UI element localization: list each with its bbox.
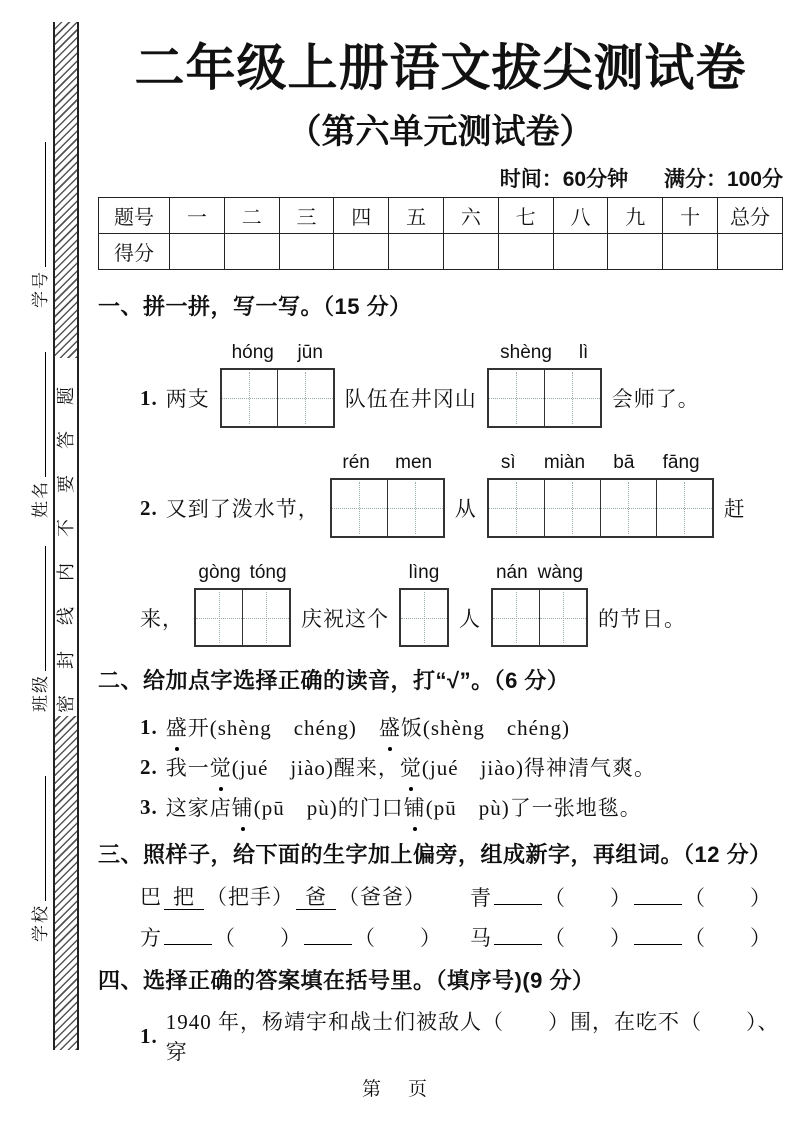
student-id-label: 学号 (31, 270, 50, 308)
writing-cell[interactable] (489, 480, 544, 536)
main-content (98, 0, 783, 1122)
section3-row1 (140, 880, 783, 912)
writing-cell[interactable] (656, 480, 712, 536)
item-text: (pū pù)了一张地毯。 (425, 796, 642, 820)
score-header-cell: 七 (498, 198, 553, 234)
writing-cell[interactable] (222, 370, 277, 426)
word-paren: （ ） (684, 886, 772, 910)
writing-cell[interactable] (544, 480, 600, 536)
dotted-char: 觉 (400, 752, 422, 782)
item-text: 这家店 (165, 796, 232, 820)
page-title: 二年级上册语文拔尖测试卷 (134, 40, 747, 96)
pinyin-syllable: gòng (198, 562, 241, 583)
pinyin-syllable: miàn (543, 452, 586, 473)
item-number: 2. (140, 495, 158, 520)
base-char: 方 (140, 926, 162, 950)
word-paren: （ ） (544, 926, 632, 950)
section1-item2-line2 (140, 562, 783, 647)
name-line[interactable] (43, 352, 46, 477)
writing-cell[interactable] (196, 590, 242, 645)
item-text: 庆祝这个 (301, 606, 389, 631)
section3-row2 (140, 920, 783, 952)
item-text: (jué jiào)得神清气爽。 (421, 756, 657, 780)
pinyin-syllable: men (395, 452, 433, 473)
score-header-cell: 总分 (718, 198, 783, 234)
item-text: 队伍在井冈山 (344, 387, 477, 411)
student-id-field (26, 142, 51, 308)
question-group (470, 920, 772, 952)
score-input-cell[interactable] (170, 234, 225, 270)
word-paren: （爸爸） (338, 885, 426, 909)
answer-blank[interactable] (164, 920, 212, 945)
score-input-cell[interactable] (663, 234, 718, 270)
pinyin-syllable: shèng (500, 342, 552, 363)
writing-cell[interactable] (489, 370, 544, 426)
word-paren: （ ） (214, 926, 302, 950)
score-header-cell: 九 (608, 198, 663, 234)
writing-grid-shengli[interactable] (487, 342, 602, 428)
section2-item1 (140, 712, 783, 742)
word-paren: （ ） (544, 886, 632, 910)
score-input-cell[interactable] (443, 234, 498, 270)
school-field (26, 776, 51, 942)
pinyin-syllable: rén (342, 452, 370, 473)
answer-blank[interactable] (634, 880, 682, 905)
writing-grid-simianbafang[interactable] (487, 452, 714, 538)
item-number: 1. (140, 385, 158, 410)
question-group (140, 920, 470, 952)
name-label: 姓名 (31, 480, 50, 518)
score-header-cell: 题号 (99, 198, 170, 234)
score-input-cell[interactable] (718, 234, 783, 270)
writing-grid-gongtong[interactable] (194, 562, 291, 647)
score-header-cell: 八 (553, 198, 608, 234)
school-line[interactable] (43, 776, 46, 901)
score-input-cell[interactable] (498, 234, 553, 270)
writing-cell[interactable] (539, 590, 586, 645)
item-text: 1940 年，杨靖宇和战士们被敌人（ ）围，在吃不（ ）、穿 (165, 1010, 780, 1064)
page-footer: 第 页 (361, 1079, 431, 1100)
item-text: 开(shèng chéng) (187, 716, 379, 740)
dotted-char: 觉 (210, 752, 232, 782)
writing-cell[interactable] (544, 370, 600, 426)
pinyin-syllable: bā (613, 452, 635, 473)
word-paren: （ ） (684, 926, 772, 950)
pinyin-label (194, 562, 291, 584)
answer-blank[interactable]: 把 (164, 885, 204, 910)
section1-item2-line1 (140, 452, 783, 538)
pinyin-label (491, 562, 588, 584)
item-text: 又到了泼水节， (165, 497, 320, 521)
section2-title: 二、给加点字选择正确的读音，打“√”。（6 分） (98, 668, 570, 693)
score-header-cell: 六 (443, 198, 498, 234)
school-label: 学校 (31, 904, 50, 942)
class-line[interactable] (43, 546, 46, 671)
class-field (26, 546, 51, 712)
score-input-cell[interactable] (389, 234, 444, 270)
score-row-label: 得分 (99, 234, 170, 270)
item-text: 人 (459, 606, 481, 631)
score-input-cell[interactable] (224, 234, 279, 270)
pinyin-syllable: hóng (231, 342, 274, 363)
pinyin-label (487, 452, 714, 474)
dotted-char: 铺 (232, 792, 254, 822)
base-char: 马 (470, 926, 492, 950)
writing-cell[interactable] (277, 370, 333, 426)
score-input-cell[interactable] (553, 234, 608, 270)
item-text: 饭(shèng chéng) (400, 716, 570, 740)
item-text: 会师了。 (611, 387, 700, 411)
pinyin-syllable: wàng (537, 562, 584, 583)
item-number: 1. (140, 714, 158, 739)
score-input-cell[interactable] (279, 234, 334, 270)
answer-blank[interactable] (304, 920, 352, 945)
item-text: 两支 (165, 387, 210, 411)
example-group (140, 881, 470, 911)
time-limit: 时间：60分钟 (499, 168, 629, 191)
pinyin-syllable: tóng (249, 562, 287, 583)
section2-item3 (140, 792, 783, 822)
score-table-score-row (99, 234, 783, 270)
pinyin-syllable: lì (578, 342, 589, 363)
word-paren: （ ） (354, 926, 442, 950)
seal-notice-text: 密封线内不要答题 (55, 358, 77, 716)
section4-title: 四、选择正确的答案填在括号里。（填序号)(9 分） (98, 968, 595, 993)
item-text: (pū pù)的门口 (253, 796, 404, 820)
writing-cell[interactable] (332, 480, 387, 536)
score-header-cell: 二 (224, 198, 279, 234)
item-text: 的节日。 (598, 606, 686, 631)
item-text: 从 (454, 497, 477, 521)
writing-grid-nanwang[interactable] (491, 562, 588, 647)
pinyin-syllable: sì (500, 452, 516, 473)
score-header-cell: 一 (170, 198, 225, 234)
pinyin-label (487, 342, 602, 364)
class-label: 班级 (31, 674, 50, 712)
section2-item2 (140, 752, 783, 782)
pinyin-label (220, 342, 335, 364)
answer-blank[interactable] (634, 920, 682, 945)
score-table-header-row (99, 198, 783, 234)
item-text: 赶 (723, 497, 746, 521)
item-text: 来， (140, 606, 184, 631)
score-table (98, 197, 783, 270)
writing-cell[interactable] (387, 480, 443, 536)
pinyin-syllable: nán (495, 562, 528, 583)
writing-grid-hongjun[interactable] (220, 342, 335, 428)
page-subtitle: （第六单元测试卷） (287, 113, 594, 151)
name-field (26, 352, 51, 518)
score-header-cell: 五 (389, 198, 444, 234)
base-char: 青 (470, 886, 492, 910)
question-group (470, 880, 772, 912)
answer-blank[interactable] (494, 920, 542, 945)
pinyin-syllable: fāng (662, 452, 700, 473)
item-number: 1. (140, 1023, 158, 1048)
score-header-cell: 十 (663, 198, 718, 234)
score-header-cell: 三 (279, 198, 334, 234)
pinyin-syllable: lìng (408, 562, 440, 583)
student-id-line[interactable] (43, 142, 46, 267)
exam-meta (98, 163, 783, 193)
item-number: 3. (140, 794, 158, 819)
pinyin-syllable: jūn (297, 342, 323, 363)
word-paren: （把手） (206, 885, 294, 909)
dotted-char: 盛 (379, 712, 401, 742)
writing-cell[interactable] (401, 590, 447, 645)
answer-blank[interactable] (494, 880, 542, 905)
writing-cell[interactable] (242, 590, 289, 645)
writing-grid-ling[interactable] (399, 562, 449, 647)
section4-item1 (140, 1006, 783, 1066)
section3-title: 三、照样子，给下面的生字加上偏旁，组成新字，再组词。（12 分） (98, 842, 772, 867)
dotted-char: 铺 (404, 792, 426, 822)
item-number: 2. (140, 754, 158, 779)
writing-grid-renmen[interactable] (330, 452, 445, 538)
writing-cell[interactable] (600, 480, 656, 536)
score-input-cell[interactable] (334, 234, 389, 270)
base-char: 巴 (140, 885, 162, 909)
section1-item1 (140, 342, 783, 428)
score-input-cell[interactable] (608, 234, 663, 270)
pinyin-label (399, 562, 449, 584)
writing-cell[interactable] (493, 590, 539, 645)
full-score: 满分：100分 (663, 168, 783, 191)
item-text: (jué jiào)醒来， (231, 756, 400, 780)
answer-blank[interactable]: 爸 (296, 885, 336, 910)
item-text: 我一 (165, 756, 210, 780)
pinyin-label (330, 452, 445, 474)
dotted-char: 盛 (166, 712, 188, 742)
section1-title: 一、拼一拼，写一写。（15 分） (98, 294, 412, 319)
score-header-cell: 四 (334, 198, 389, 234)
